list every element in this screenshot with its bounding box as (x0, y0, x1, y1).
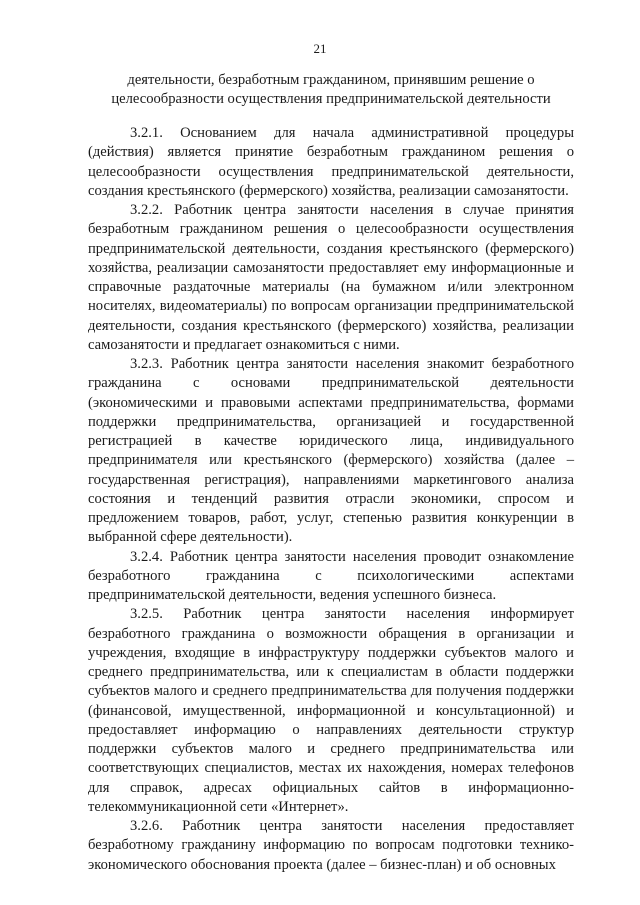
paragraph-3-2-3: 3.2.3. Работник центра занятости населения знакомит безработного гражданина с основами предпринимательской деятельности (экономическими и правовыми аспектами предпринимательства, формами поддержки предпринимательства, организацией и государственной регистрацией в качестве юридического лица, индивидуального предпринимателя или крестьянского (фермерского) хозяйства (далее – государственная регистрация), направлениями маркетингового анализа состояния и тенденций развития отрасли экономики, спросом и предложением товаров, работ, услуг, степенью развития конкуренции в выбранной сфере деятельности). (88, 356, 574, 546)
paragraph-3-2-5: 3.2.5. Работник центра занятости населения информирует безработного гражданина о возможности обращения в организации и учреждения, входящие в инфраструктуру поддержки субъектов малого и среднего предпринимательства, или к специалистам в области поддержки субъектов малого и среднего предпринимательства для получения поддержки (финансовой, имущественной, информационной и консультационной) и предоставляет информацию о направлениях деятельности структур поддержки субъектов малого и среднего предпринимательства или соответствующих специалистов, местах их нахождения, номерах телефонов для справок, адресах официальных сайтов в информационно-телекоммуникационной сети «Интернет». (88, 606, 574, 815)
page-number: 21 (313, 41, 327, 56)
paragraph-3-2-1: 3.2.1. Основанием для начала административной процедуры (действия) является принятие безработным гражданином решения о целесообразности осуществления предпринимательской деятельности, создания крестьянского (фермерского) хозяйства, реализации самозанятости. (88, 125, 574, 199)
paragraph-3-2-4: 3.2.4. Работник центра занятости населения проводит ознакомление безработного гражданина с психологическими аспектами предпринимательской деятельности, ведения успешного бизнеса. (88, 548, 574, 603)
document-body (88, 124, 574, 875)
paragraph-3-2-2: 3.2.2. Работник центра занятости населения в случае принятия безработным гражданином решения о целесообразности осуществления предпринимательской деятельности, создания крестьянского (фермерского) хозяйства, реализации самозанятости предоставляет ему информационные и справочные раздаточные материалы (на бумажном и/или электронном носителях, видеоматериалы) по вопросам организации предпринимательской деятельности, создания крестьянского (фермерского) хозяйства, реализации самозанятости и предлагает ознакомиться с ними. (88, 202, 574, 353)
section-heading: деятельности, безработным гражданином, принявшим решение о целесообразности осуществления предпринимательской деятельности (111, 72, 551, 107)
paragraph-3-2-6: 3.2.6. Работник центра занятости населения предоставляет безработному гражданину информацию по вопросам подготовки технико-экономического обоснования проекта (далее – бизнес-план) и об основных (88, 818, 574, 873)
